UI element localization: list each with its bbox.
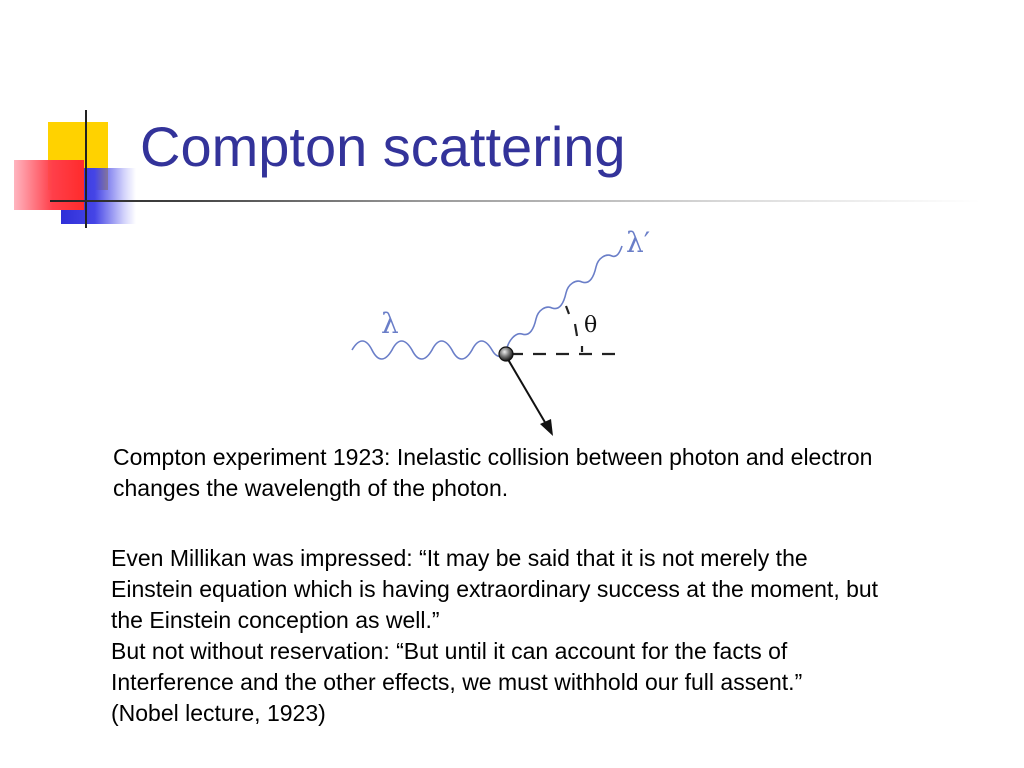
angle-arc-mark — [575, 324, 577, 336]
scattered-photon-wave — [506, 246, 622, 352]
electron-icon — [499, 347, 513, 361]
incident-photon-wave — [352, 341, 504, 359]
arrowhead-icon — [540, 419, 553, 436]
quote-line: But not without reservation: “But until it can account for the facts of — [111, 638, 788, 664]
scattering-angle-label: θ — [584, 313, 598, 338]
incident-wavelength-label: λ — [381, 307, 399, 340]
caption-line: Compton experiment 1923: Inelastic collision between photon and electron — [113, 444, 873, 470]
angle-arc-mark — [566, 306, 569, 314]
quote-citation: (Nobel lecture, 1923) — [111, 700, 326, 726]
decor-vertical-line — [85, 110, 87, 228]
millikan-quote — [111, 543, 991, 729]
electron-recoil-arrow — [506, 356, 546, 424]
compton-diagram — [330, 220, 670, 445]
slide-title: Compton scattering — [140, 115, 626, 178]
quote-line: the Einstein conception as well.” — [111, 607, 440, 633]
scattered-wavelength-label: λ′ — [626, 226, 651, 259]
quote-line: Einstein equation which is having extraordinary success at the moment, but — [111, 576, 879, 602]
title-underline — [50, 200, 980, 202]
caption — [113, 442, 993, 504]
quote-line: Interference and the other effects, we must withhold our full assent.” — [111, 669, 803, 695]
quote-line: Even Millikan was impressed: “It may be said that it is not merely the — [111, 545, 808, 571]
decor-red-square — [14, 160, 84, 210]
caption-line: changes the wavelength of the photon. — [113, 475, 509, 501]
